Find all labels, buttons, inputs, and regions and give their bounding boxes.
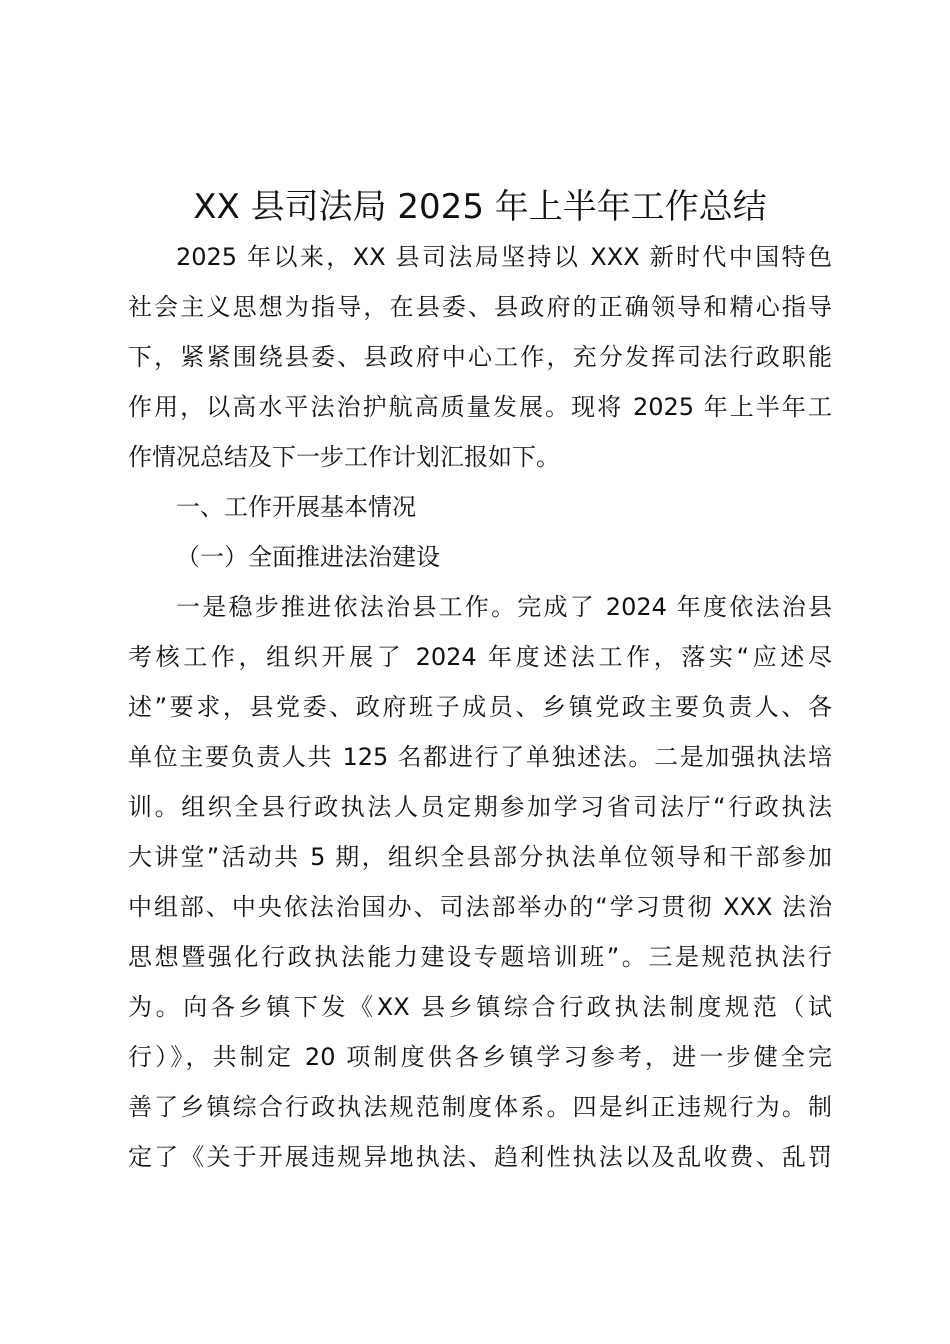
document-title: XX 县司法局 2025 年上半年工作总结 [193, 187, 767, 227]
body-line: 一是稳步推进依法治县工作。完成了 2024 年度依法治县 [176, 593, 832, 621]
body-line: 思想暨强化行政执法能力建设专题培训班”。三是规范执法行 [128, 943, 832, 971]
body-line: 善了乡镇综合行政执法规范制度体系。四是纠正违规行为。制 [128, 1093, 832, 1121]
intro-paragraph [128, 232, 832, 482]
body-line: 单位主要负责人共 125 名都进行了单独述法。二是加强执法培 [128, 743, 832, 771]
intro-line: 作情况总结及下一步工作计划汇报如下。 [128, 443, 560, 471]
intro-line: 作用，以高水平法治护航高质量发展。现将 2025 年上半年工 [128, 393, 832, 421]
intro-line: 2025 年以来，XX 县司法局坚持以 XXX 新时代中国特色 [176, 243, 832, 271]
document-page [128, 182, 832, 1182]
section-heading: 一、工作开展基本情况 [176, 493, 416, 521]
body-paragraph [128, 582, 832, 1182]
body-line: 述”要求，县党委、政府班子成员、乡镇党政主要负责人、各 [128, 693, 832, 721]
body-line: 中组部、中央依法治国办、司法部举办的“学习贯彻 XXX 法治 [128, 893, 832, 921]
body-line: 大讲堂”活动共 5 期，组织全县部分执法单位领导和干部参加 [128, 843, 832, 871]
intro-line: 社会主义思想为指导，在县委、县政府的正确领导和精心指导 [128, 293, 832, 321]
subsection-heading: （一）全面推进法治建设 [176, 543, 440, 571]
body-line: 行）》，共制定 20 项制度供各乡镇学习参考，进一步健全完 [128, 1043, 832, 1071]
body-line: 考核工作，组织开展了 2024 年度述法工作，落实“应述尽 [128, 643, 832, 671]
body-line: 为。向各乡镇下发《XX 县乡镇综合行政执法制度规范（试 [128, 993, 832, 1021]
body-line: 训。组织全县行政执法人员定期参加学习省司法厅“行政执法 [128, 793, 832, 821]
intro-line: 下，紧紧围绕县委、县政府中心工作，充分发挥司法行政职能 [128, 343, 832, 371]
body-line: 定了《关于开展违规异地执法、趋利性执法以及乱收费、乱罚 [128, 1143, 832, 1171]
